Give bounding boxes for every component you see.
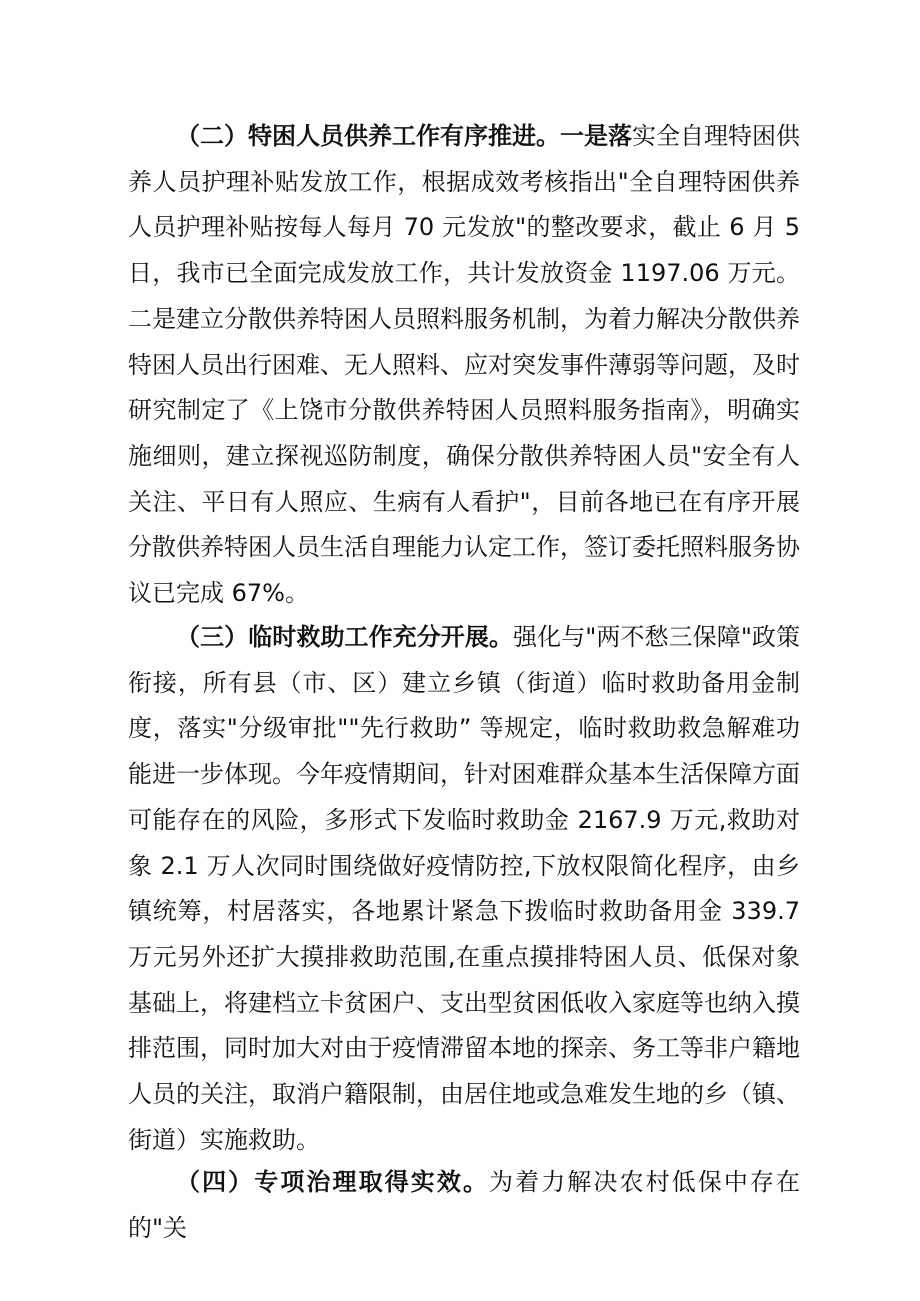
- paragraph-te-kun-support: [128, 114, 800, 617]
- paragraph-heading: （四）专项治理取得实效。: [176, 1168, 490, 1196]
- paragraph-heading: （二）特困人员供养工作有序推进。一是落: [176, 122, 632, 150]
- paragraph-body: 为着力解决农村低保中存在的"关: [128, 1168, 801, 1242]
- paragraph-heading: （三）临时救助工作充分开展。: [176, 623, 514, 651]
- paragraph-body: 实全自理特困供养人员护理补贴发放工作，根据成效考核指出"全自理特困供养人员护理补贴按每人每月 70 元发放"的整改要求，截止 6 月 5 日，我市已全面完成发放工作，共计发放资金 1197.06 万元。二是建立分散供养特困人员照料服务机制，为着力解决分散供养特困人员出行困难、无人照料、应对突发事件薄弱等问题，及时研究制定了《上饶市分散供养特困人员照料服务指南》，明确实施细则，建立探视巡防制度，确保分散供养特困人员"安全有人关注、平日有人照应、生病有人看护"，目前各地已在有序开展分散供养特困人员生活自理能力认定工作，签订委托照料服务协议已完成 67%。: [128, 122, 800, 608]
- paragraph-special-governance: [128, 1160, 800, 1251]
- paragraph-body: 强化与"两不愁三保障"政策衔接，所有县（市、区）建立乡镇（街道）临时救助备用金制度，落实"分级审批""先行救助” 等规定，临时救助救急解难功能进一步体现。今年疫情期间，针对困难群众基本生活保障方面可能存在的风险，多形式下发临时救助金 2167.9 万元,救助对象 2.1 万人次同时围绕做好疫情防控,下放权限简化程序，由乡镇统筹，村居落实，各地累计紧急下拨临时救助备用金 339.7 万元另外还扩大摸排救助范围,在重点摸排特困人员、低保对象基础上，将建档立卡贫困户、支出型贫困低收入家庭等也纳入摸排范围，同时加大对由于疫情滞留本地的探亲、务工等非户籍地人员的关注，取消户籍限制，由居住地或急难发生地的乡（镇、街道）实施救助。: [128, 623, 801, 1154]
- paragraph-temporary-assistance: [128, 615, 800, 1163]
